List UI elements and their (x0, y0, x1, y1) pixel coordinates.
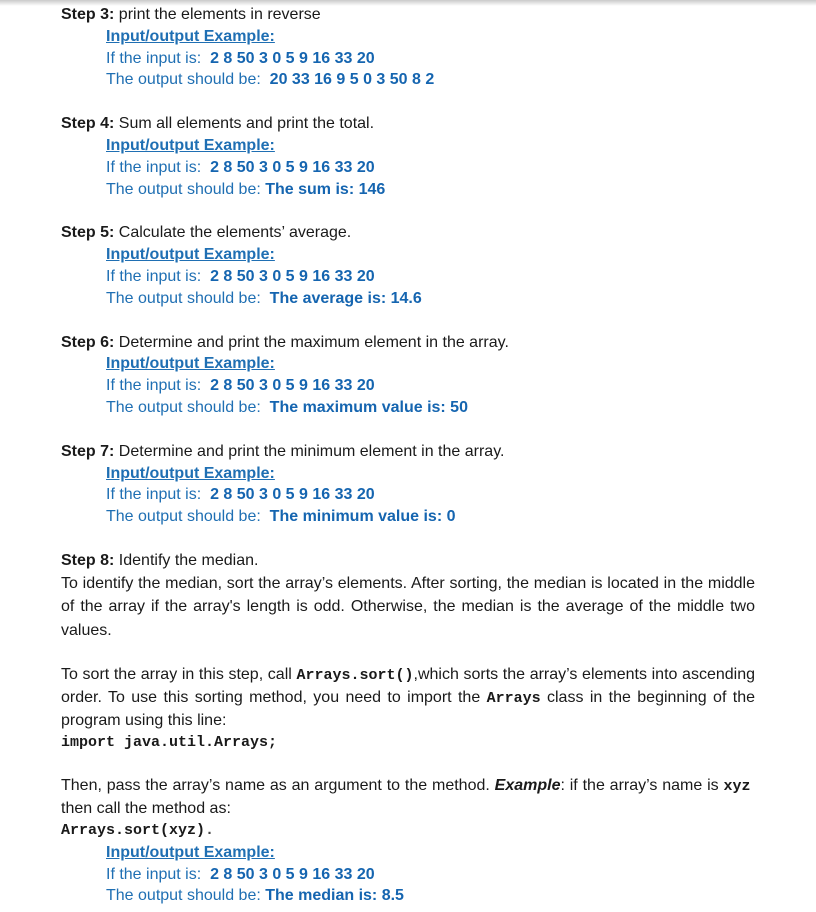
sort-paragraph: To sort the array in this step, call Arrays.sort(),which sorts the array’s elements into ascending order. To use this sorting method, you need to import the Arrays class in the beginning of the program using this line: (61, 666, 756, 729)
step-3 (61, 4, 755, 91)
step-4 (61, 113, 755, 200)
step-text: Determine and print the minimum element in the array. (118, 442, 505, 460)
example-header: Input/output Example: (106, 355, 275, 373)
step-label: Step 8: (61, 551, 115, 569)
input-line: If the input is: 2 8 50 3 0 5 9 16 33 20 (106, 49, 375, 67)
step-title (61, 332, 755, 354)
median-paragraph: To identify the median, sort the array’s elements. After sorting, the median is located in the middle of the array if the array's length is odd. Otherwise, the median is the average of the middle two values. (61, 574, 755, 639)
step-label: Step 6: (61, 333, 115, 351)
step-title (61, 441, 755, 463)
step-5 (61, 222, 755, 309)
output-line: The output should be: The minimum value is: 0 (106, 508, 456, 526)
step-text: Sum all elements and print the total. (118, 115, 375, 133)
step-8 (61, 550, 755, 642)
input-line: If the input is: 2 8 50 3 0 5 9 16 33 20 (106, 865, 375, 883)
output-line: The output should be: 20 33 16 9 5 0 3 50 8 2 (106, 71, 435, 89)
code-arrays: Arrays (486, 690, 541, 708)
import-statement: import java.util.Arrays; (61, 733, 278, 751)
step-title (61, 222, 755, 244)
io-example (106, 244, 755, 309)
example-header: Input/output Example: (106, 464, 275, 482)
io-example (106, 463, 755, 528)
output-line: The output should be: The maximum value is: 50 (106, 398, 468, 416)
step-text: Identify the median. (118, 551, 259, 569)
code-arrays-sort: Arrays.sort() (296, 667, 414, 685)
step-label: Step 5: (61, 224, 115, 242)
output-line: The output should be: The average is: 14.6 (106, 289, 422, 307)
example-header: Input/output Example: (106, 843, 275, 861)
step-text: Calculate the elements’ average. (118, 224, 352, 242)
step-6 (61, 332, 755, 419)
document-page (61, 4, 755, 907)
sort-call: Arrays.sort(xyz). (61, 822, 215, 840)
output-line: The output should be: The sum is: 146 (106, 180, 386, 198)
io-example (106, 26, 755, 91)
input-line: If the input is: 2 8 50 3 0 5 9 16 33 20 (106, 158, 375, 176)
step-title (61, 550, 755, 572)
step-text: print the elements in reverse (118, 6, 321, 23)
io-example (106, 353, 755, 418)
io-example (106, 135, 755, 200)
example-header: Input/output Example: (106, 246, 275, 264)
then-paragraph: Then, pass the array’s name as an argument to the method. Example: if the array’s name is xyz then call the method as: (61, 777, 751, 818)
output-line: The output should be: The median is: 8.5 (106, 887, 404, 905)
example-header: Input/output Example: (106, 27, 275, 45)
input-line: If the input is: 2 8 50 3 0 5 9 16 33 20 (106, 377, 375, 395)
input-line: If the input is: 2 8 50 3 0 5 9 16 33 20 (106, 486, 375, 504)
io-example (106, 842, 755, 907)
step-title (61, 113, 755, 135)
step-text: Determine and print the maximum element in the array. (118, 333, 509, 351)
step-label: Step 3: (61, 6, 115, 23)
step-label: Step 4: (61, 115, 115, 133)
step-7 (61, 441, 755, 528)
step-label: Step 7: (61, 442, 115, 460)
code-xyz: xyz (723, 778, 751, 796)
example-header: Input/output Example: (106, 136, 275, 154)
step-title (61, 4, 755, 26)
input-line: If the input is: 2 8 50 3 0 5 9 16 33 20 (106, 267, 375, 285)
